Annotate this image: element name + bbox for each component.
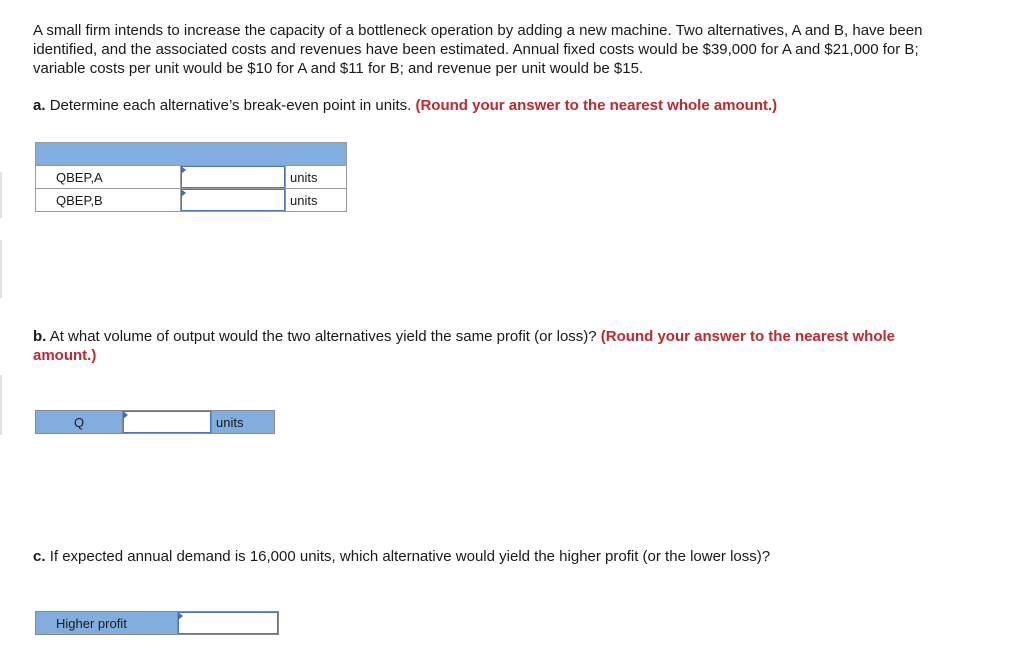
higher-profit-select[interactable]	[178, 612, 278, 634]
part-a-prefix: a.	[33, 97, 46, 114]
part-a-header-row	[36, 143, 347, 166]
flag-icon	[178, 612, 183, 620]
problem-line-2: identified, and the associated costs and revenues have been estimated. Annual fixed costs would be $39,000 for A and $21,000 for B;	[33, 41, 919, 58]
qbep-b-unit: units	[286, 189, 347, 212]
flag-icon	[181, 189, 186, 197]
qbep-b-label: QBEP,B	[36, 189, 181, 212]
part-a-text: Determine each alternative’s break-even point in units.	[49, 97, 412, 114]
left-edge-marker	[0, 375, 2, 435]
q-unit: units	[212, 411, 275, 434]
qbep-a-label: QBEP,A	[36, 166, 181, 189]
part-b-instruction-cont: amount.)	[33, 347, 97, 364]
problem-line-3: variable costs per unit would be $10 for A and $11 for B; and revenue per unit would be $15.	[33, 60, 644, 77]
qbep-a-input[interactable]	[181, 166, 285, 188]
part-c-prefix: c.	[33, 548, 46, 565]
part-a-instruction: (Round your answer to the nearest whole amount.)	[415, 97, 778, 114]
part-b-text: At what volume of output would the two alternatives yield the same profit (or loss)?	[49, 328, 597, 345]
table-row	[36, 612, 279, 635]
q-input[interactable]	[123, 411, 211, 433]
table-row	[36, 411, 275, 434]
part-b-answer-table	[35, 410, 275, 434]
table-row	[36, 189, 347, 212]
part-c-question	[33, 547, 770, 566]
q-label: Q	[36, 411, 123, 434]
part-b-prefix: b.	[33, 328, 47, 345]
part-b-instruction: (Round your answer to the nearest whole	[600, 328, 896, 345]
flag-icon	[181, 166, 186, 174]
left-edge-marker	[0, 240, 2, 298]
flag-icon	[123, 411, 128, 419]
part-a-answer-table	[35, 142, 347, 212]
qbep-a-unit: units	[286, 166, 347, 189]
problem-line-1: A small firm intends to increase the capacity of a bottleneck operation by adding a new machine. Two alternatives, A and B, have been	[33, 22, 923, 39]
problem-statement	[33, 21, 922, 78]
qbep-b-input[interactable]	[181, 189, 285, 211]
part-a-question	[33, 96, 777, 115]
part-c-text: If expected annual demand is 16,000 units, which alternative would yield the higher profit (or the lower loss)?	[49, 548, 771, 565]
table-row	[36, 166, 347, 189]
part-b-question	[33, 327, 895, 365]
part-c-answer-table	[35, 611, 279, 635]
higher-profit-label: Higher profit	[36, 612, 178, 635]
left-edge-marker	[0, 172, 2, 218]
